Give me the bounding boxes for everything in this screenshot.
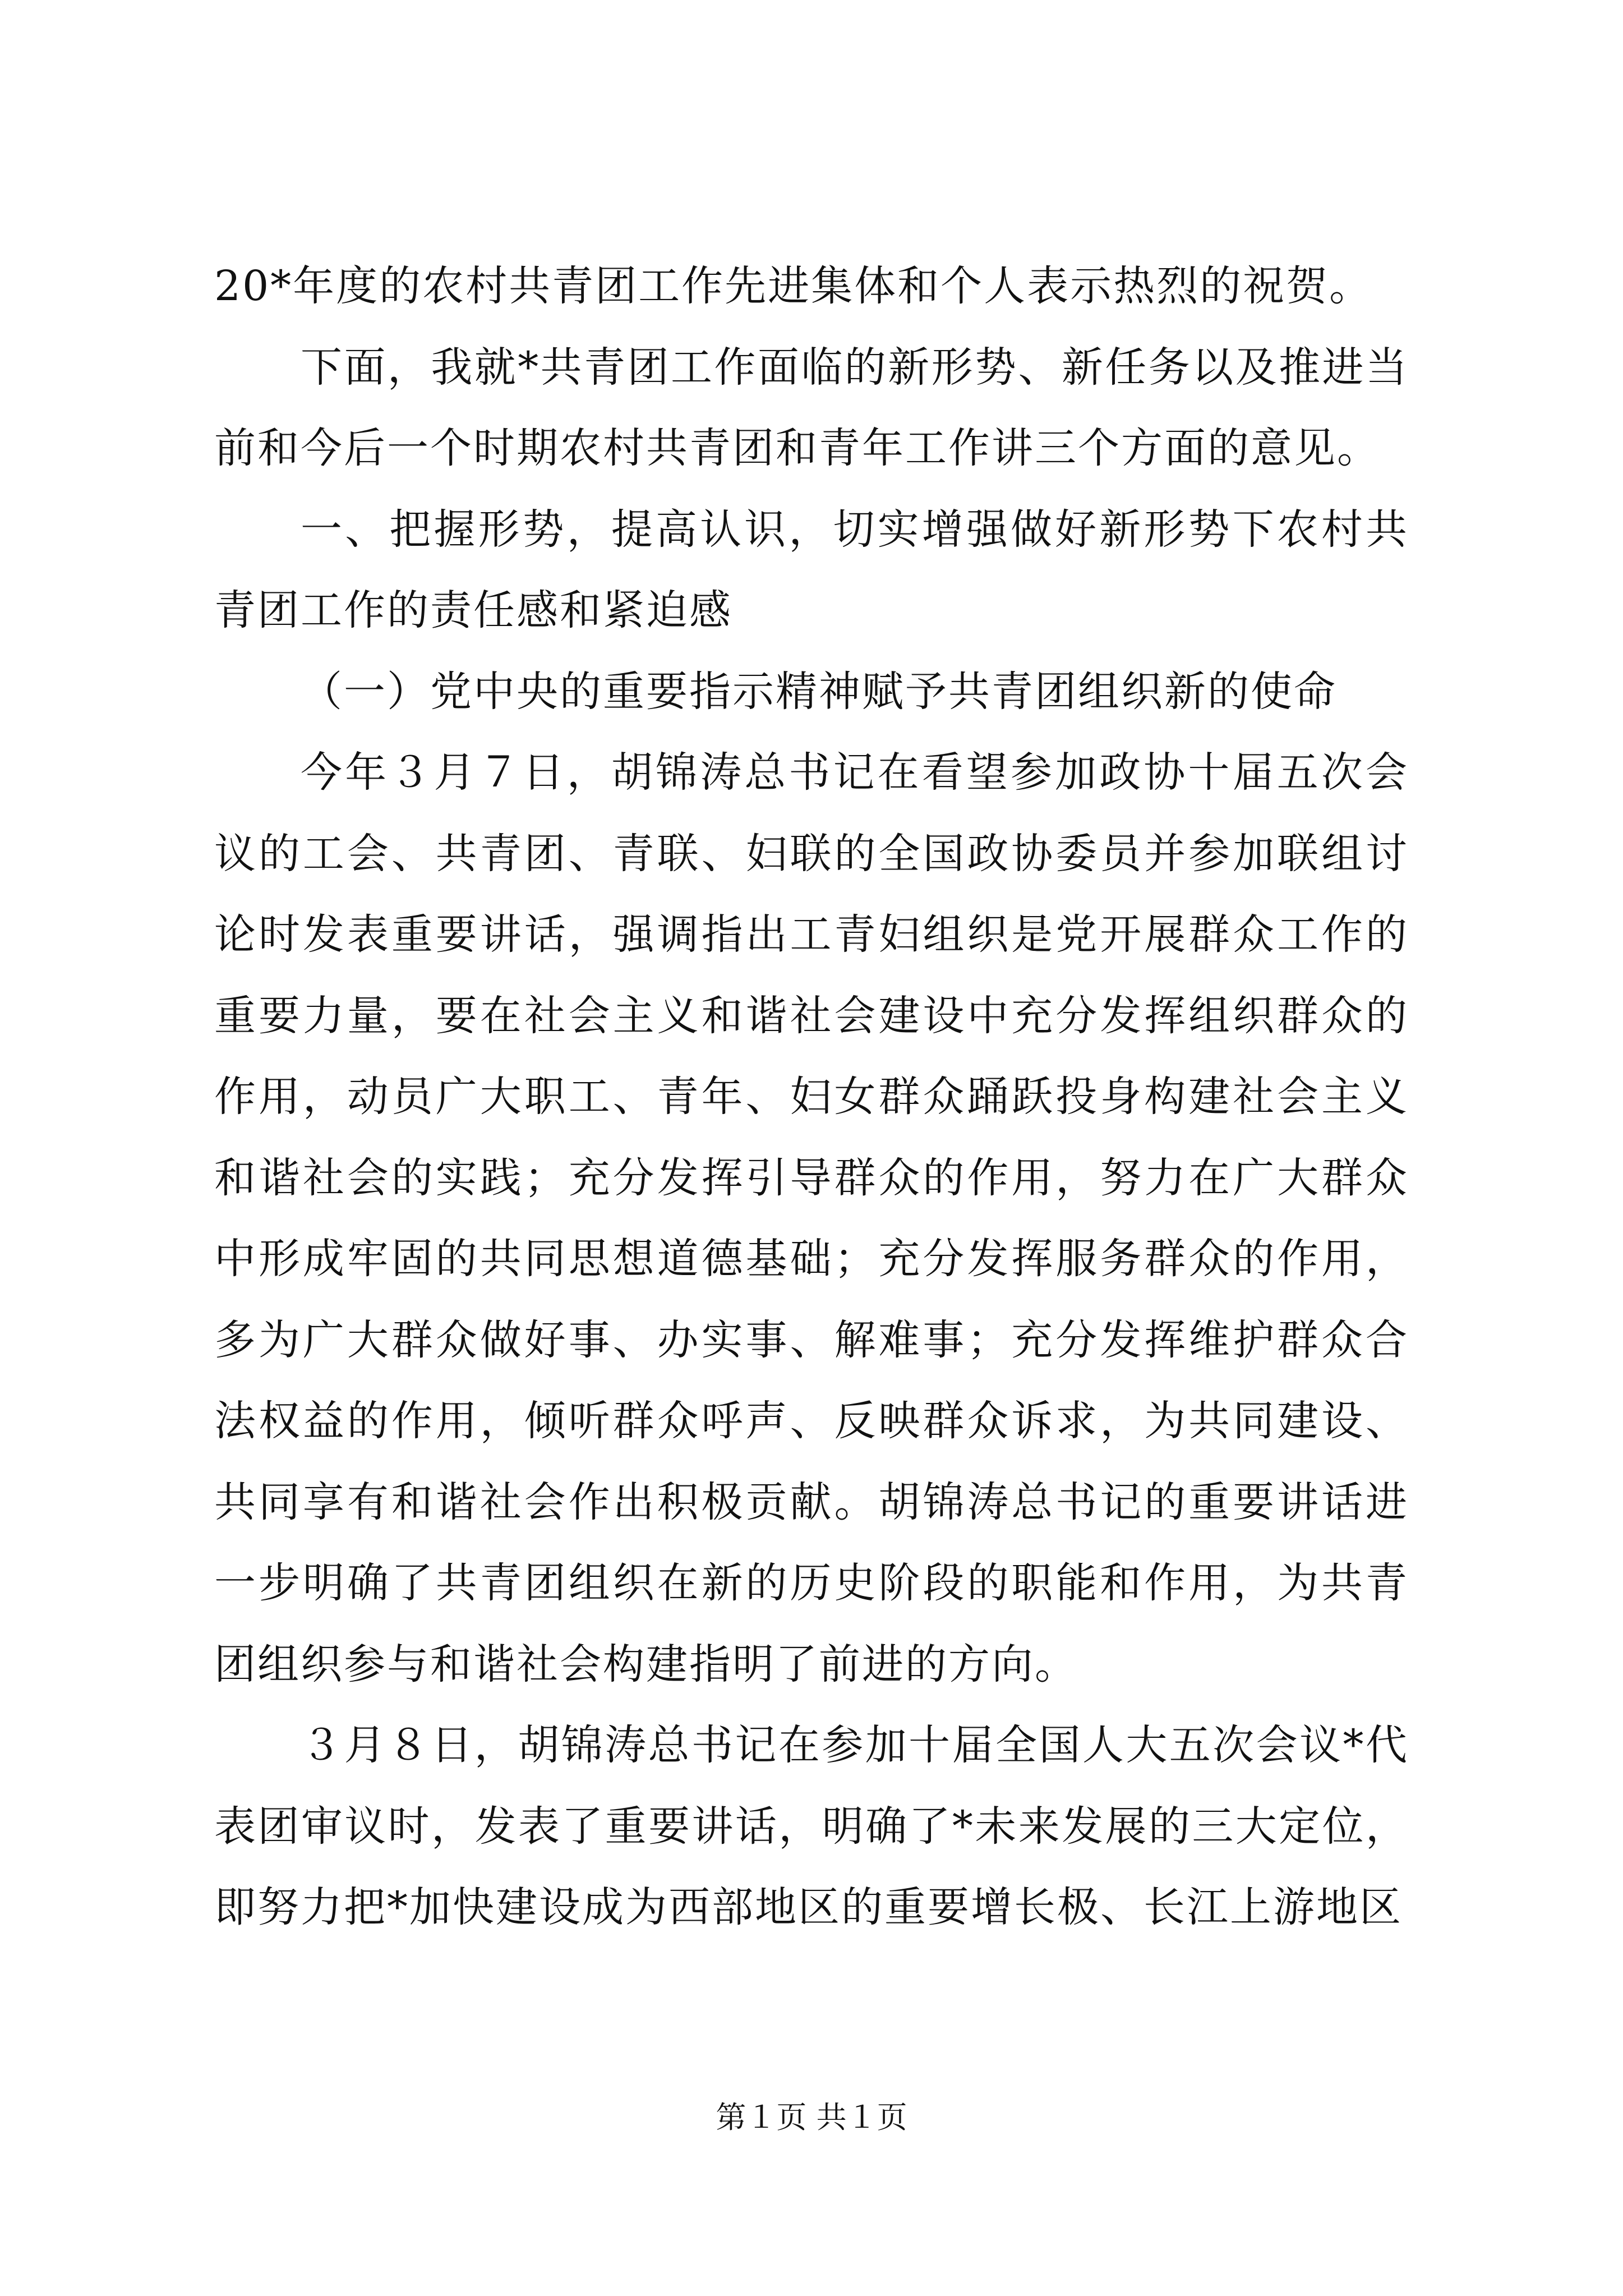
paragraph-4: ３月８日，胡锦涛总书记在参加十届全国人大五次会议*代表团审议时，发表了重要讲话，明确了*未来发展的三大定位，即努力把*加快建设成为西部地区的重要增长极、长江上游地区 <box>214 1721 1409 1931</box>
document-body <box>214 246 1409 1948</box>
paragraph-3: 今年３月７日，胡锦涛总书记在看望参加政协十届五次会议的工会、共青团、青联、妇联的全国政协委员并参加联组讨论时发表重要讲话，强调指出工青妇组织是党开展群众工作的重要力量，要在社会主义和谐社会建设中充分发挥组织群众的作用，动员广大职工、青年、妇女群众踊跃投身构建社会主义和谐社会的实践；充分发挥引导群众的作用，努力在广大群众中形成牢固的共同思想道德基础；充分发挥服务群众的作用，多为广大群众做好事、办实事、解难事；充分发挥维护群众合法权益的作用，倾听群众呼声、反映群众诉求，为共同建设、共同享有和谐社会作出积极贡献。胡锦涛总书记的重要讲话进一步明确了共青团组织在新的历史阶段的职能和作用，为共青团组织参与和谐社会构建指明了前进的方向。 <box>214 748 1409 1688</box>
paragraph-1: 20*年度的农村共青团工作先进集体和个人表示热烈的祝贺。 <box>214 262 1373 310</box>
section-heading-1: 一、把握形势，提高认识，切实增强做好新形势下农村共青团工作的责任感和紧迫感 <box>214 505 1409 634</box>
subsection-heading-1: （一）党中央的重要指示精神赋予共青团组织新的使命 <box>301 667 1337 716</box>
paragraph-2: 下面，我就*共青团工作面临的新形势、新任务以及推进当前和今后一个时期农村共青团和青年工作讲三个方面的意见。 <box>214 343 1409 472</box>
page-footer: 第１页 共１页 <box>716 2100 907 2135</box>
